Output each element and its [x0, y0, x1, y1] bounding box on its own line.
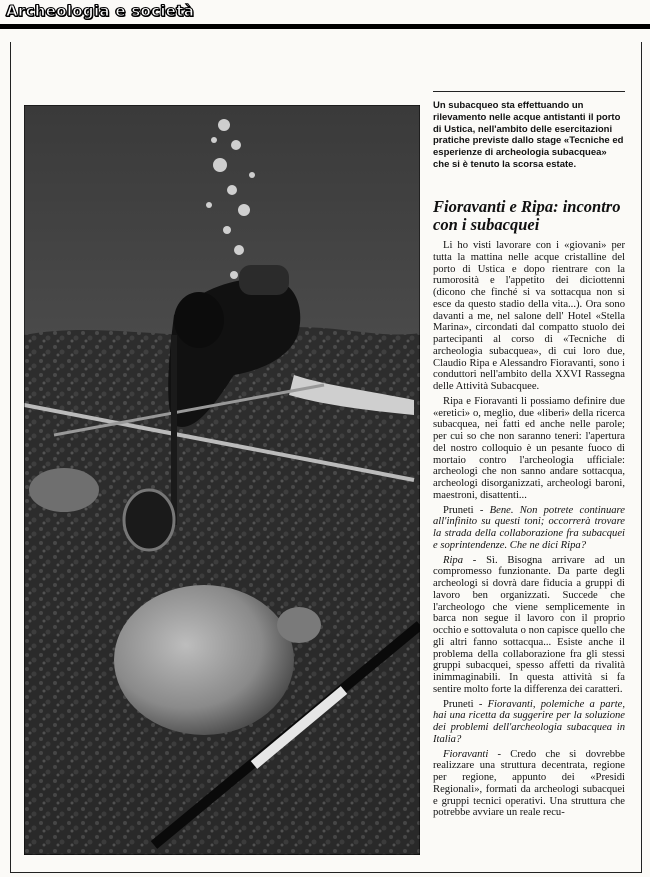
answer-text: Credo che si dovrebbe realizzare una struttura decentrata, regione per regione, appunto dei «Presidi Regionali», formati da archeologi subacquei e gruppi tecnici operativi. Una struttura che potrebbe avviare un reale recu-: [433, 748, 625, 819]
article-column: [433, 198, 625, 822]
speaker-dash: -: [463, 554, 487, 566]
interview-question: [433, 699, 625, 746]
section-title: Archeologia e società: [6, 2, 195, 20]
interview-question: [433, 505, 625, 552]
photo-caption: Un subacqueo sta effettuando un rilevamento nelle acque antistanti il porto di Ustica, nell'ambito delle esercitazioni pratiche previste dallo stage «Tecniche ed esperienze di archeologia subacquea» che si è tenuto la scorsa estate.: [433, 100, 624, 170]
underwater-diver-photo: [24, 105, 420, 855]
speaker-dash: -: [488, 748, 511, 760]
header-rule: [0, 24, 650, 29]
article-paragraph: Ripa e Fioravanti li possiamo definire due «eretici» o, meglio, due «liberi» della ricerca subacquea, nei fatti ed anche nelle parole; per cui so che non saranno teneri: l'apertura del nostro colloquio è un pesante fuoco di mortaio contro l'archeologia ufficiale: archeologi che non sanno andare sottacqua, archeologi disorganizzati, archeologi baroni, maestroni, disattenti...: [433, 395, 625, 501]
article-paragraph: Li ho visti lavorare con i «giovani» per tutta la mattina nelle acque cristalline del porto di Ustica e dopo rientrare con la rumorosità e l'appetito dei diciottenni (dicono che finché si va sottacqua non si esce da questo stadio della vita...). Ora sono davanti a me, nel salone dell' Hotel «Stella Marina», circondati dal compatto stuolo dei partecipanti al corso di «Tecniche di archeologia subacquea», di cui loro due, Claudio Ripa e Alessandro Fioravanti, sono i conduttori nell'ambito della XXVI Rassegna delle Attività Subacquee.: [433, 240, 625, 392]
speaker-name: Pruneti: [443, 504, 474, 516]
section-header: [0, 0, 650, 30]
question-text: Fioravanti, polemiche a parte, hai una ricetta da suggerire per la soluzione dei problemi dell'archeologia subacquea in Italia?: [433, 698, 625, 745]
article-headline: Fioravanti e Ripa: incontro con i subacquei: [433, 197, 621, 234]
speaker-name: Ripa: [443, 554, 464, 566]
speaker-dash: -: [473, 698, 488, 710]
interview-answer: [433, 555, 625, 696]
speaker-name: Fioravanti: [443, 748, 489, 760]
speaker-dash: -: [473, 504, 490, 516]
answer-text: Sì. Bisogna arrivare ad un compromesso funzionante. Da parte degli archeologi si dovrà dare fiducia a gruppi di lavoro ben organizzati. Succede che l'archeologo che viene semplicemente in barca non segue il lavoro con il proprio occhio e sottovaluta o non capisce quello che gli altri fanno sottacqua... Esiste anche il problema della collaborazione fra gli stessi gruppi subacquei, spesso affetti da rivalità inimmaginabili. In questa attività si fa sentire molto forte la differenza dei caratteri.: [433, 554, 626, 695]
question-text: Bene. Non potrete continuare all'infinito su questi toni; occorrerà trovare la strada della collaborazione fra subacquei e soprintendenze. Che ne dici Ripa?: [433, 504, 625, 551]
caption-rule: [433, 91, 625, 92]
speaker-name: Pruneti: [443, 698, 474, 710]
interview-answer: [433, 749, 625, 820]
